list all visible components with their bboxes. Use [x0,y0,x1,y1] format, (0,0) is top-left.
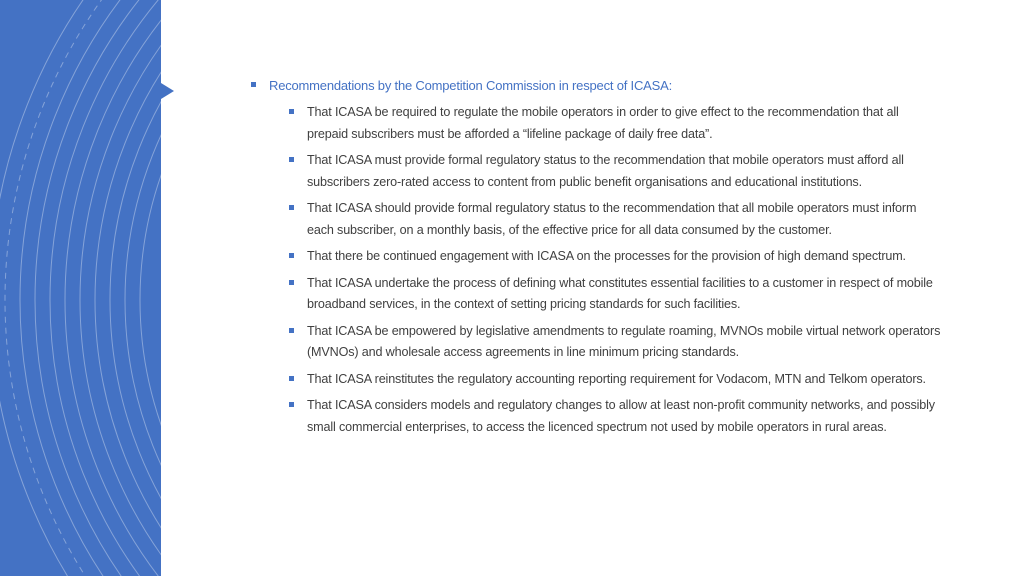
square-bullet-icon [289,280,294,285]
square-bullet-icon [289,376,294,381]
list-item [289,369,941,391]
recommendation-list [251,102,941,438]
square-bullet-icon [289,205,294,210]
list-item [289,246,941,268]
side-decor-panel [0,0,161,576]
square-bullet-icon [289,109,294,114]
list-item-text: That ICASA considers models and regulatory changes to allow at least non-profit community networks, and possibly small commercial enterprises, to access the licenced spectrum not used by mobile operators in rural areas. [307,398,935,434]
list-item [289,321,941,364]
slide-content [251,76,941,443]
list-item-text: That ICASA reinstitutes the regulatory accounting reporting requirement for Vodacom, MTN and Telkom operators. [307,371,926,386]
list-item-text: That there be continued engagement with ICASA on the processes for the provision of high demand spectrum. [307,249,906,263]
list-item-text: That ICASA must provide formal regulatory status to the recommendation that mobile operators must afford all subscribers zero-rated access to content from public benefit organisations and educational institutions. [307,153,904,189]
slide-heading [251,76,941,96]
square-bullet-icon [289,328,294,333]
list-item-text: That ICASA be empowered by legislative amendments to regulate roaming, MVNOs mobile virtual network operators (MVNOs) and wholesale access agreements in line minimum pricing standards. [307,323,941,359]
arc-pattern-graphic [0,0,161,576]
list-item [289,273,941,316]
list-item [289,198,941,241]
list-item [289,395,941,438]
square-bullet-icon [289,402,294,407]
list-item [289,150,941,193]
square-bullet-icon [251,82,256,87]
list-item-text: That ICASA be required to regulate the mobile operators in order to give effect to the recommendation that all prepaid subscribers must be afforded a “lifeline package of daily free data”. [307,105,899,141]
heading-text: Recommendations by the Competition Commission in respect of ICASA: [269,78,672,93]
list-item-text: That ICASA undertake the process of defining what constitutes essential facilities to a customer in respect of mobile broadband services, in the context of setting pricing standards for such facilities. [307,275,933,311]
panel-pointer-arrow [161,83,174,99]
square-bullet-icon [289,253,294,258]
list-item-text: That ICASA should provide formal regulatory status to the recommendation that all mobile operators must inform each subscriber, on a monthly basis, of the effective price for all data consumed by the customer. [307,201,917,237]
list-item [289,102,941,145]
square-bullet-icon [289,157,294,162]
